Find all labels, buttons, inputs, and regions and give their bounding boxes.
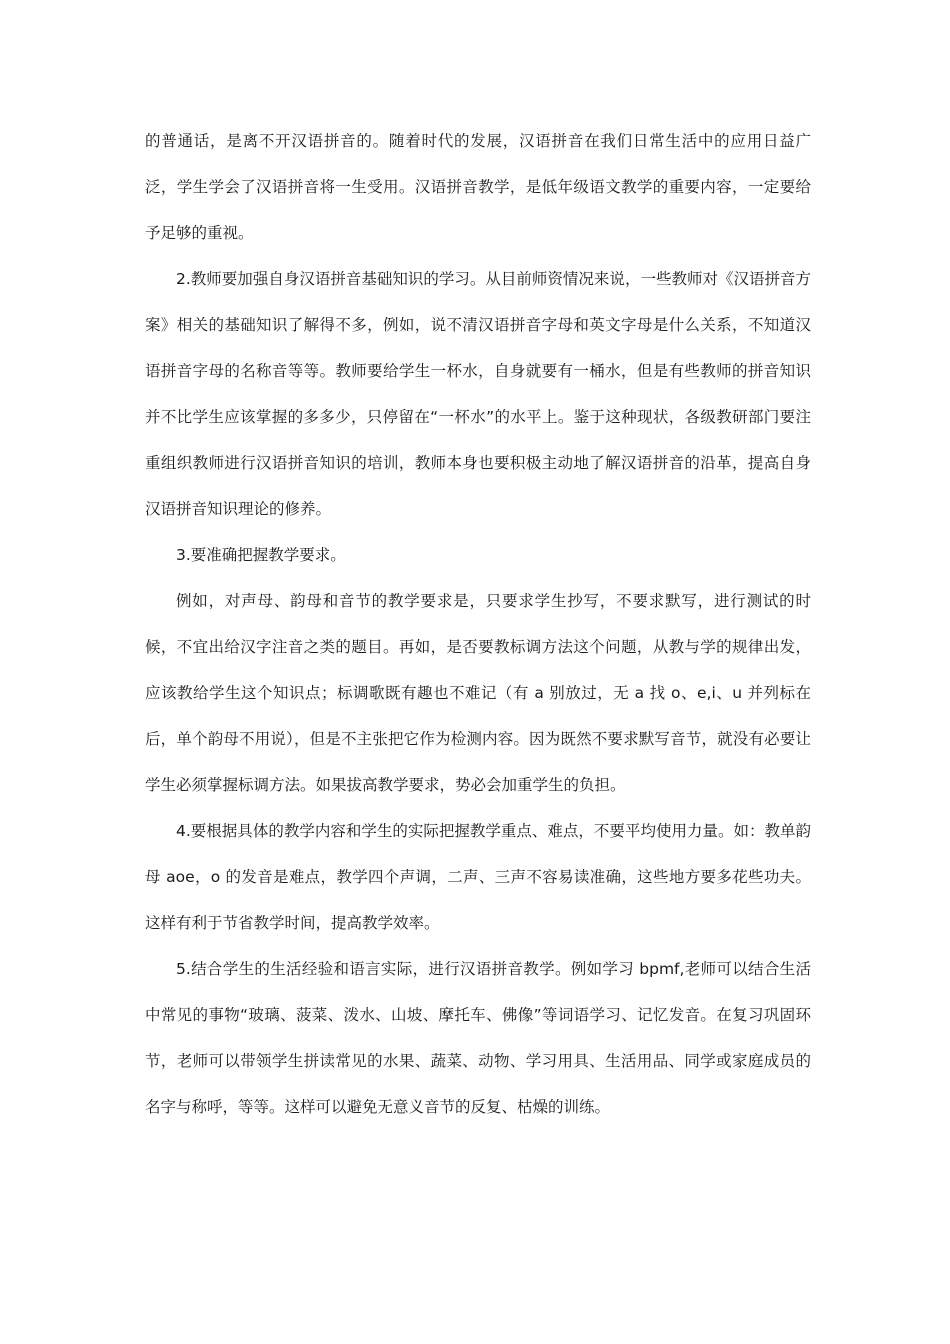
document-body bbox=[145, 118, 811, 1130]
paragraph-item-2: 2.教师要加强自身汉语拼音基础知识的学习。从目前师资情况来说，一些教师对《汉语拼音方案》相关的基础知识了解得不多，例如，说不清汉语拼音字母和英文字母是什么关系，不知道汉语拼音字母的名称音等等。教师要给学生一杯水，自身就要有一桶水，但是有些教师的拼音知识并不比学生应该掌握的多多少，只停留在“一杯水”的水平上。鉴于这种现状，各级教研部门要注重组织教师进行汉语拼音知识的培训，教师本身也要积极主动地了解汉语拼音的沿革，提高自身汉语拼音知识理论的修养。 bbox=[145, 270, 811, 518]
paragraph-item-3-heading: 3.要准确把握教学要求。 bbox=[176, 546, 346, 564]
paragraph-continuation: 的普通话，是离不开汉语拼音的。随着时代的发展，汉语拼音在我们日常生活中的应用日益广泛，学生学会了汉语拼音将一生受用。汉语拼音教学，是低年级语文教学的重要内容，一定要给予足够的重视。 bbox=[145, 132, 811, 242]
paragraph-item-5: 5.结合学生的生活经验和语言实际，进行汉语拼音教学。例如学习 bpmf,老师可以结合生活中常见的事物“玻璃、菠菜、泼水、山坡、摩托车、佛像”等词语学习、记忆发音。在复习巩固环节，老师可以带领学生拼读常见的水果、蔬菜、动物、学习用具、生活用品、同学或家庭成员的名字与称呼，等等。这样可以避免无意义音节的反复、枯燥的训练。 bbox=[145, 960, 811, 1116]
paragraph-item-3-detail: 例如，对声母、韵母和音节的教学要求是，只要求学生抄写，不要求默写，进行测试的时候，不宜出给汉字注音之类的题目。再如，是否要教标调方法这个问题，从教与学的规律出发，应该教给学生这个知识点；标调歌既有趣也不难记（有 a 别放过，无 a 找 o、e,i、u 并列标在后，单个韵母不用说），但是不主张把它作为检测内容。因为既然不要求默写音节，就没有必要让学生必须掌握标调方法。如果拔高教学要求，势必会加重学生的负担。 bbox=[145, 592, 811, 794]
paragraph-item-4: 4.要根据具体的教学内容和学生的实际把握教学重点、难点，不要平均使用力量。如：教单韵母 aoe，o 的发音是难点，教学四个声调，二声、三声不容易读准确，这些地方要多花些功夫。这样有利于节省教学时间，提高教学效率。 bbox=[145, 822, 811, 932]
